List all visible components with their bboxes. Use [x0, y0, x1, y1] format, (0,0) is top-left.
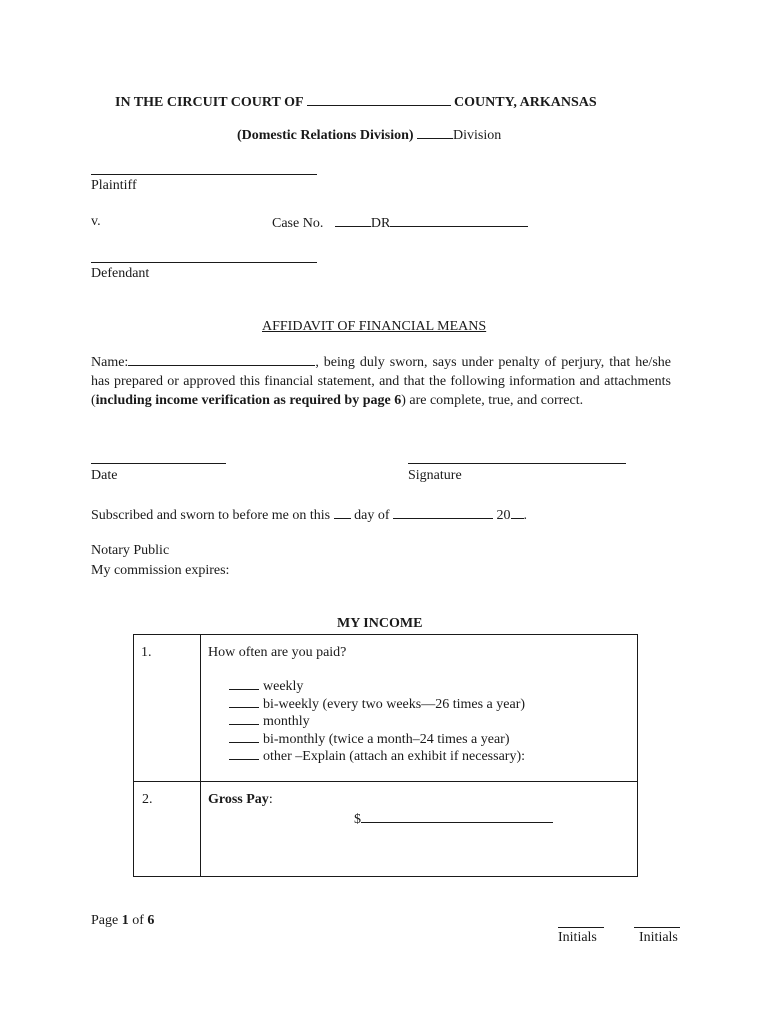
pay-frequency-options	[201, 661, 637, 766]
initials-label-1: Initials	[558, 930, 597, 945]
date-line	[91, 463, 226, 464]
income-heading: MY INCOME	[337, 616, 423, 631]
signature-label: Signature	[408, 468, 462, 483]
page-current: 1	[121, 913, 129, 928]
name-blank	[128, 353, 315, 366]
option-bi-monthly-blank[interactable]	[229, 731, 259, 743]
option-monthly-label: monthly	[263, 714, 310, 729]
affidavit-title: AFFIDAVIT OF FINANCIAL MEANS	[262, 319, 487, 334]
gross-pay-blank[interactable]	[361, 810, 553, 823]
option-weekly-blank[interactable]	[229, 678, 259, 690]
day-of-text: day of	[354, 508, 390, 523]
subscribed-text: Subscribed and sworn to before me on this	[91, 508, 331, 523]
year-blank	[511, 506, 524, 519]
month-blank	[393, 506, 493, 519]
defendant-line	[91, 262, 317, 263]
row-1-question: How often are you paid?	[208, 645, 347, 660]
plaintiff-label: Plaintiff	[91, 178, 137, 193]
case-dr: DR	[370, 216, 391, 231]
affidavit-text-bold: including income verification as required by page 6	[95, 393, 402, 408]
affidavit-text-2: ) are complete, true, and correct.	[401, 393, 584, 408]
income-row-2	[134, 782, 638, 877]
page-indicator	[91, 913, 154, 929]
row-1-number-cell	[134, 635, 201, 782]
option-monthly-blank[interactable]	[229, 713, 259, 725]
initials-line-2	[634, 927, 680, 928]
day-blank	[334, 506, 351, 519]
option-bi-weekly-blank[interactable]	[229, 696, 259, 708]
case-prefix-blank	[335, 214, 371, 227]
initials-line-1	[558, 927, 604, 928]
division-line	[237, 126, 501, 144]
affidavit-paragraph	[91, 353, 671, 410]
county-blank	[307, 93, 451, 106]
option-bi-monthly-label: bi-monthly (twice a month–24 times a year)	[263, 731, 510, 747]
plaintiff-line	[91, 174, 317, 175]
case-number	[272, 214, 528, 232]
year-prefix: 20	[496, 508, 511, 523]
page-prefix: Page	[91, 913, 119, 928]
case-number-blank	[390, 214, 528, 227]
division-name: (Domestic Relations Division)	[237, 128, 414, 143]
row-2-number-cell	[134, 782, 201, 877]
option-other-label: other –Explain (attach an exhibit if necessary):	[263, 749, 526, 764]
option-bi-weekly	[229, 696, 637, 714]
division-suffix: Division	[453, 128, 502, 143]
subscribed-line	[91, 506, 527, 524]
option-other-blank[interactable]	[229, 748, 259, 760]
option-bi-weekly-label: bi-weekly (every two weeks—26 times a year)	[263, 696, 526, 712]
affidavit-text-1: , being duly sworn, says under penalty of perjury, that he/she has prepared or approved this financial statement, and that the following information and attachments (	[91, 355, 671, 408]
gross-pay-colon: :	[268, 792, 273, 807]
option-monthly	[229, 713, 637, 731]
page-of: of	[132, 913, 144, 928]
income-table	[133, 634, 638, 877]
court-prefix: IN THE CIRCUIT COURT OF	[115, 95, 304, 110]
row-1-number: 1.	[141, 645, 152, 660]
name-label: Name:	[91, 355, 129, 370]
option-weekly-label: weekly	[263, 679, 304, 694]
defendant-label: Defendant	[91, 266, 150, 281]
division-blank	[417, 126, 453, 139]
page-total: 6	[147, 913, 155, 928]
signature-line	[408, 463, 626, 464]
income-row-1	[134, 635, 638, 782]
versus-label: v.	[91, 214, 101, 229]
court-suffix: COUNTY, ARKANSAS	[454, 95, 597, 110]
gross-pay-amount	[201, 808, 637, 828]
case-no-label: Case No.	[272, 216, 324, 231]
notary-public-label: Notary Public	[91, 543, 170, 558]
currency-symbol: $	[354, 812, 361, 827]
date-label: Date	[91, 468, 118, 483]
row-2-number: 2.	[142, 792, 153, 807]
court-header	[115, 93, 597, 111]
option-other	[229, 748, 637, 766]
row-2-content-cell	[201, 782, 638, 877]
gross-pay-label-line	[201, 782, 637, 808]
option-weekly	[229, 678, 637, 696]
notary-period: .	[523, 508, 528, 523]
initials-label-2: Initials	[639, 930, 678, 945]
option-bi-monthly	[229, 731, 637, 749]
commission-label: My commission expires:	[91, 563, 230, 578]
row-1-content-cell	[201, 635, 638, 782]
gross-pay-label: Gross Pay	[208, 792, 269, 807]
